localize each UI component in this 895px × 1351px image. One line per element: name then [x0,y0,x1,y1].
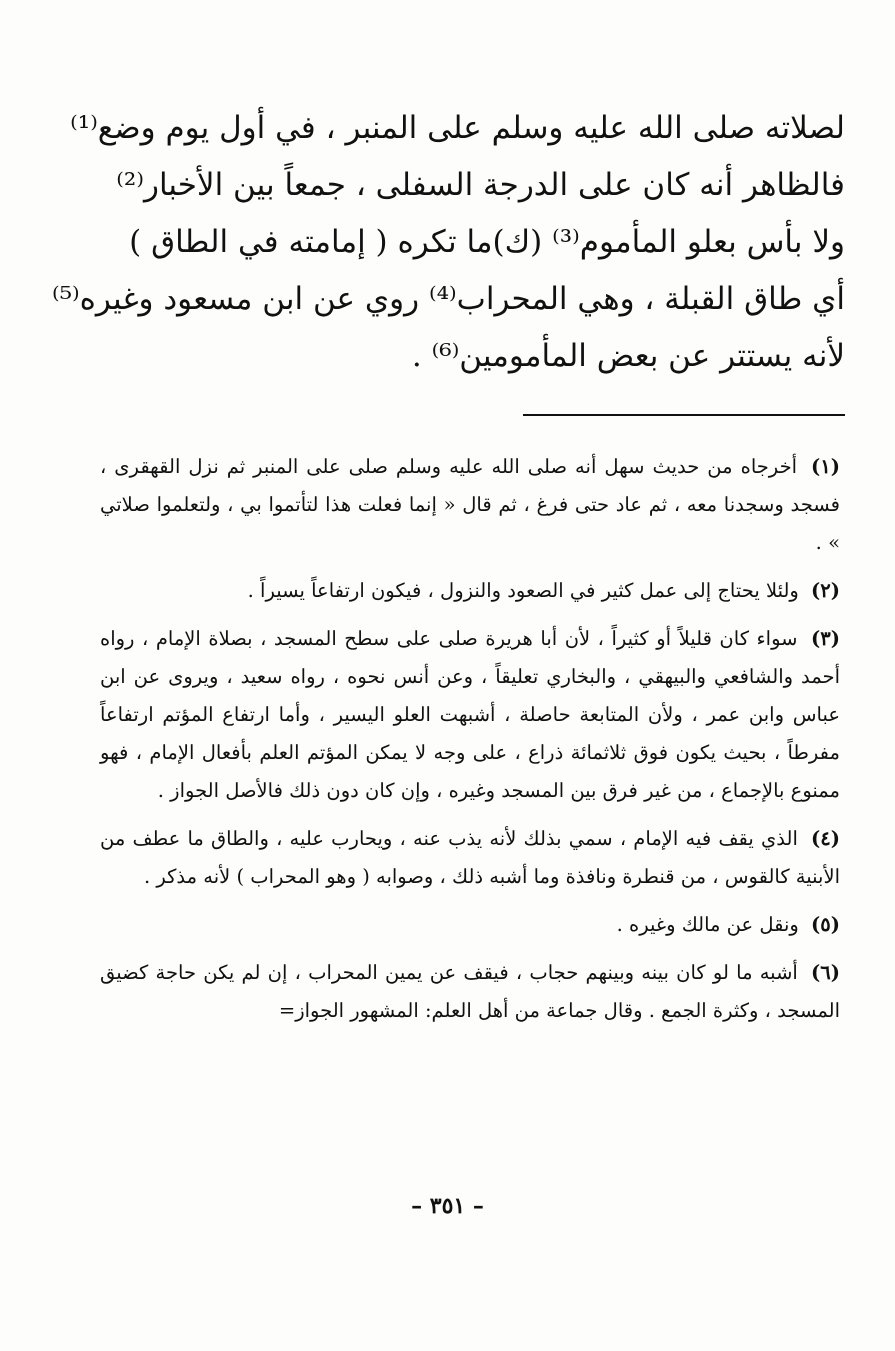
footnote [100,954,840,1030]
footnote-text: أخرجاه من حديث سهل أنه صلى الله عليه وسلم صلى على المنبر ثم نزل القهقرى ، فسجد وسجدنا معه ، ثم عاد حتى فرغ ، ثم قال « إنما فعلت هذا لتأتموا بي ، ولتعلموا صلاتي » . [100,455,840,554]
footnote-text: الذي يقف فيه الإمام ، سمي بذلك لأنه يذب عنه ، ويحارب عليه ، والطاق ما عطف من الأبنية كالقوس ، من قنطرة ونافذة وما أشبه ذلك ، وصوابه ( وهو المحراب ) لأنه مذكر . [100,827,840,888]
footnote-marker: (١) [811,455,840,478]
footnote-marker: (٦) [811,961,840,984]
footnote [100,448,840,562]
footnotes [100,448,840,1040]
footnote-text: ولئلا يحتاج إلى عمل كثير في الصعود والنزول ، فيكون ارتفاعاً يسيراً . [247,579,799,602]
footnote-text: ونقل عن مالك وغيره . [616,913,799,936]
main-text-line: لصلاته صلى الله عليه وسلم على المنبر ، في أول يوم وضع⁽¹⁾ [70,110,845,146]
footnote-marker: (٢) [811,579,840,602]
page-number: – ٣٥١ – [411,1193,484,1219]
main-text-line: أي طاق القبلة ، وهي المحراب⁽⁴⁾ روي عن ابن مسعود وغيره⁽⁵⁾ [51,281,845,317]
footnote-marker: (٣) [811,627,840,650]
main-text-line: لأنه يستتر عن بعض المأمومين⁽⁶⁾ . [411,338,845,374]
footnote [100,572,840,610]
footnote [100,820,840,896]
main-text-line: ولا بأس بعلو المأموم⁽³⁾ (ك)ما تكره ( إمامته في الطاق ) [129,224,845,260]
footnote-text: سواء كان قليلاً أو كثيراً ، لأن أبا هريرة صلى على سطح المسجد ، بصلاة الإمام ، رواه أحمد والشافعي والبيهقي ، والبخاري تعليقاً ، وعن أنس نحوه ، رواه سعيد ، ويروى عن ابن عباس وابن عمر ، ولأن المتابعة حاصلة ، أشبهت العلو اليسير ، وأما ارتفاع المؤتم ارتفاعاً مفرطاً ، بحيث يكون فوق ثلاثمائة ذراع ، على وجه لا يمكن المؤتم العلم بأفعال الإمام ، فهو ممنوع بالإجماع ، من غير فرق بين المسجد وغيره ، وإن كان دون ذلك فالأصل الجواز . [100,627,840,802]
main-text [51,100,845,385]
main-text-line: فالظاهر أنه كان على الدرجة السفلى ، جمعاً بين الأخبار⁽²⁾ [116,167,845,203]
footnote-marker: (٥) [811,913,840,936]
footnote [100,620,840,810]
footnote-text: أشبه ما لو كان بينه وبينهم حجاب ، فيقف عن يمين المحراب ، إن لم يكن حاجة كضيق المسجد ، وكثرة الجمع . وقال جماعة من أهل العلم: المشهور الجواز= [100,961,840,1022]
footnote-marker: (٤) [811,827,840,850]
footnote [100,906,840,944]
footnote-divider [523,414,845,416]
